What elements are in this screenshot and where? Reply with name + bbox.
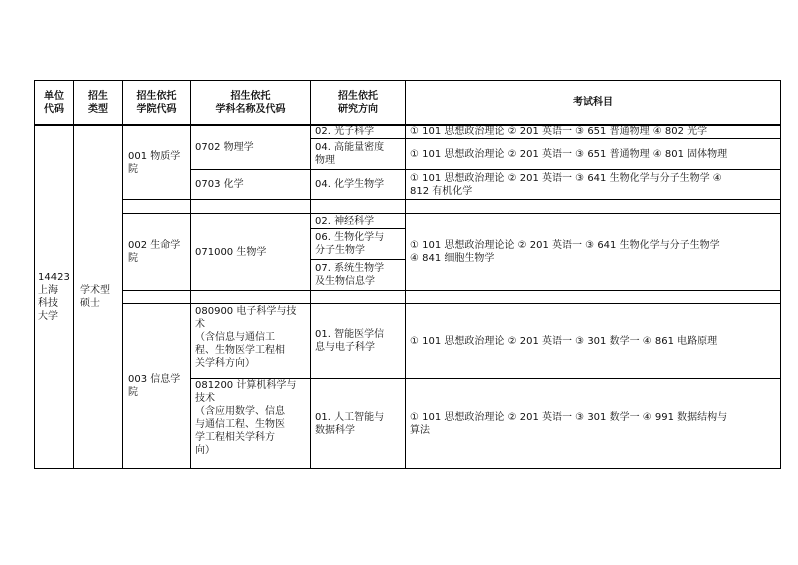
grid-line [34,80,35,469]
direction-02-photon: 02. 光子科学 [315,126,375,137]
header-discipline: 招生依托 学科名称及代码 [215,90,286,115]
direction-07: 07. 系统生物学 及生物信息学 [315,263,385,287]
direction-04-chembio: 04. 化学生物学 [315,179,385,190]
discipline-071000: 071000 生物学 [195,246,267,258]
exam-organic-chem: ① 101 思想政治理论 ② 201 英语一 ③ 641 生物化学与分子生物学 ④ 812 有机化学 [410,172,722,197]
exam-cell-biology: ① 101 思想政治理论论 ② 201 英语一 ③ 641 生物化学与分子生物学 ④ 841 细胞生物学 [410,240,720,264]
direction-06: 06. 生物化学与 分子生物学 [315,232,385,256]
header-direction: 招生依托 研究方向 [338,90,378,115]
exam-data-structures: ① 101 思想政治理论 ② 201 英语一 ③ 301 数学一 ④ 991 数据结构与 算法 [410,411,728,436]
type-cell: 学术型 硕士 [80,285,110,309]
grid-line [190,80,191,469]
header-unit-code: 单位 代码 [44,90,64,115]
unit-cell: 14423 上海 科技 大学 [38,272,70,322]
discipline-0702: 0702 物理学 [195,142,254,153]
exam-solid-state: ① 101 思想政治理论 ② 201 英语一 ③ 651 普通物理 ④ 801 固体物理 [410,148,728,160]
exam-circuits: ① 101 思想政治理论 ② 201 英语一 ③ 301 数学一 ④ 861 电路原理 [410,335,718,347]
discipline-080900: 080900 电子科学与技 术 （含信息与通信工 程、生物医学工程相 关学科方向） [195,306,297,369]
header-college-code: 招生依托 学院代码 [136,90,177,115]
college-002: 002 生命学 院 [128,240,181,264]
grid-line [122,290,781,291]
college-001: 001 物质学 院 [128,150,181,175]
exam-optics: ① 101 思想政治理论 ② 201 英语一 ③ 651 普通物理 ④ 802 光学 [410,126,708,137]
header-exam: 考试科目 [573,97,613,108]
direction-02-neuro: 02. 神经科学 [315,215,375,227]
direction-01-smart: 01. 智能医学信 息与电子科学 [315,329,385,353]
direction-04-hed: 04. 高能量密度 物理 [315,142,385,166]
college-003: 003 信息学 院 [128,374,181,398]
grid-line [122,80,123,469]
discipline-081200: 081200 计算机科学与 技术 （含应用数学、信息 与通信工程、生物医 学工程相关学科方 向） [195,380,297,456]
discipline-0703: 0703 化学 [195,179,244,190]
direction-01-ai: 01. 人工智能与 数据科学 [315,411,385,436]
grid-line [34,468,781,469]
grid-line [73,80,74,469]
grid-line [122,199,781,200]
header-type: 招生 类型 [88,90,108,115]
